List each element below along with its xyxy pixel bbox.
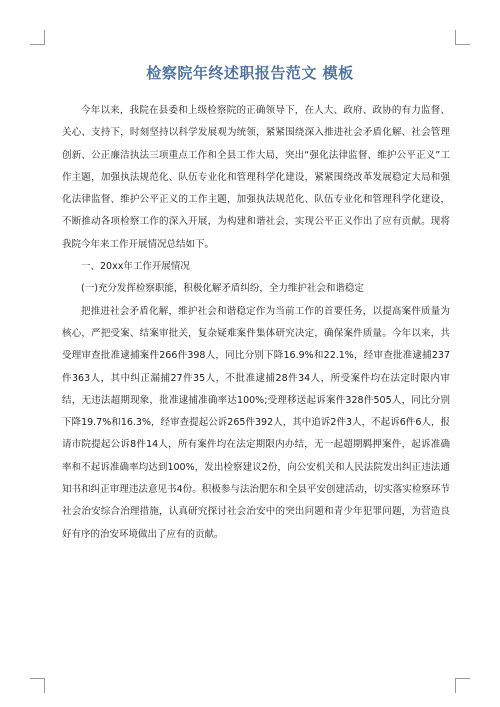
- paragraph-body: 把推进社会矛盾化解，维护社会和谐稳定作为当前工作的首要任务，以提高案件质量为核心，严把受案、结案审批关，复杂疑难案件集体研究决定，确保案件质量。今年以来，共受理审查批准逮捕案件266件398人，同比分别下降16.9%和22.1%，经审查批准逮捕237件363人，其中纠正漏捕27件35人，不批准逮捕28件34人，所受案件均在法定时限内审结，无违法超期现象，批准逮捕准确率达100%;受理移送起诉案件328件505人，同比分别下降19.7%和16.3%，经审查提起公诉265件392人，其中追诉2件3人，不起诉6件6人，报请市院提起公诉8件14人，所有案件均在法定期限内办结，无一起超期羁押案件，起诉准确率和不起诉准确率均达到100%，发出检察建议2份，向公安机关和人民法院发出纠正违法通知书和纠正审理违法意见书4份。积极参与法治肥东和全县平安创建活动，切实落实检察环节社会治安综合治理措施，认真研究探讨社会治安中的突出问题和青少年犯罪问题，为营造良好有序的治安环境做出了应有的贡献。: [62, 305, 450, 540]
- paragraph-intro: 今年以来，我院在县委和上级检察院的正确领导下，在人大、政府、政协的有力监督、关心、支持下，时刻坚持以科学发展观为统领，紧紧围绕深入推进社会矛盾化解、社会管理创新、公正廉洁执法三项重点工作和全县工作大局，突出“强化法律监督、维护公平正义”工作主题，加强执法规范化、队伍专业化和管理科学化建设，紧紧围绕改革发展稳定大局和强化法律监督、维护公平正义的工作主题，加强执法规范化、队伍专业化和管理科学化建设，不断推动各项检察工作的深入开展，为构建和谐社会，实现公平正义作出了应有贡献。现将我院今年来工作开展情况总结如下。: [62, 105, 450, 250]
- corner-mark-bottom-right: [455, 678, 470, 693]
- section-heading: 一、20xx年工作开展情况: [81, 261, 190, 273]
- document-title: 检察院年终述职报告范文 模板: [146, 64, 354, 82]
- corner-mark-top-left: [30, 30, 45, 45]
- corner-mark-bottom-left: [30, 678, 45, 693]
- document-body: [62, 100, 450, 546]
- subsection-heading: (一)充分发挥检察职能，积极化解矛盾纠纷，全力维护社会和谐稳定: [81, 283, 364, 295]
- corner-mark-top-right: [455, 30, 470, 45]
